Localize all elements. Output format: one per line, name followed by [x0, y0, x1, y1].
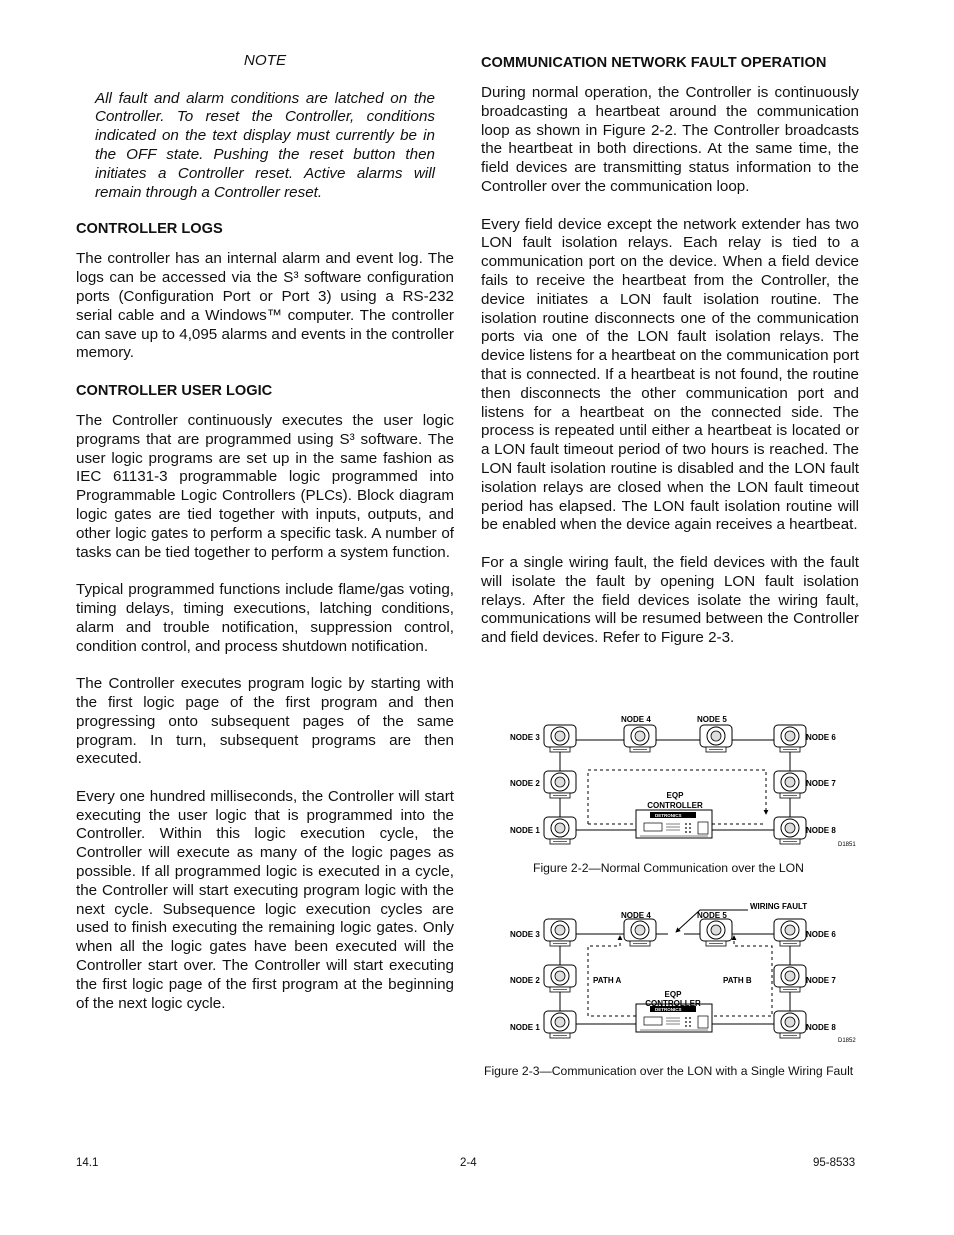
path-a-label: PATH A [593, 976, 622, 985]
figure-normal-communication [500, 710, 860, 852]
label-node-2: NODE 2 [510, 779, 540, 788]
node-8-detector-icon [774, 1011, 806, 1038]
figure-wiring-fault-communication [500, 898, 860, 1046]
user-logic-paragraph-2: Typical programmed functions include flame/gas voting, timing delays, timing executions, latching conditions, alarm and trouble notification, suppression control, condition control, and process shutdown notification. [76, 581, 454, 655]
label-node-6: NODE 6 [806, 930, 836, 939]
label-node-3: NODE 3 [510, 733, 540, 742]
node-6-detector-icon [774, 725, 806, 752]
node-5-detector-icon [700, 919, 732, 946]
node-5-detector-icon [700, 725, 732, 752]
node-8-detector-icon [774, 817, 806, 844]
node-2-detector-icon [544, 771, 576, 798]
network-fault-paragraph-1: During normal operation, the Controller is continuously broadcasting a heartbeat around the communication loop as shown in Figure 2-2. The Controller broadcasts the heartbeat in both directions. At the same time, the field devices are transmitting status information to the Controller over the communication loop. [481, 84, 859, 195]
node-7-detector-icon [774, 965, 806, 992]
node-1-detector-icon [544, 817, 576, 844]
controller-label-controller: CONTROLLER [647, 801, 703, 810]
label-node-4: NODE 4 [621, 911, 651, 920]
label-node-5: NODE 5 [697, 715, 727, 724]
controller-logs-text: The controller has an internal alarm and event log. The logs can be accessed via the S³ software configuration ports (Configuration Port or Port 3) using a RS-232 serial cable and a Windows™ computer. The controller can save up to 4,095 alarms and events in the controller memory. [76, 250, 454, 362]
label-node-1: NODE 1 [510, 1023, 540, 1032]
footer-document-number: 95-8533 [813, 1157, 856, 1169]
figure-2-3-caption: Figure 2-3—Communication over the LON with a Single Wiring Fault [484, 1064, 854, 1078]
label-node-5: NODE 5 [697, 911, 727, 920]
note-title: NOTE [243, 52, 287, 69]
label-node-8: NODE 8 [806, 826, 836, 835]
controller-label-eqp: EQP [664, 990, 682, 999]
controller-label-eqp: EQP [666, 791, 684, 800]
label-node-4: NODE 4 [621, 715, 651, 724]
footer-page-number: 2-4 [460, 1157, 477, 1169]
label-node-7: NODE 7 [806, 976, 836, 985]
left-column [76, 52, 454, 1032]
network-fault-heading: COMMUNICATION NETWORK FAULT OPERATION [481, 55, 827, 71]
user-logic-paragraph-4: Every one hundred milliseconds, the Controller will start executing the user logic that is programmed into the Controller. Within this logic execution cycle, the Controller will execute as many of the logic pages as possible. If all programmed logic is executed in a cycle, the Controller will start executing program logic with the next cycle. Subsequence logic execution cycles are used to finish executing the remaining logic gates. Only when all the logic gates have been executed will the Controller start over. The Controller will start executing the first logic page of the first program at the beginning of the next logic cycle. [76, 787, 454, 1012]
path-b-label: PATH B [723, 976, 752, 985]
note-body: All fault and alarm conditions are latched on the Controller. To reset the Controller, conditions indicated on the text display must currently be in the OFF state. Pushing the reset button then initiates a Controller reset. Active alarms will remain through a Controller reset. [95, 89, 435, 201]
node-4-detector-icon [624, 725, 656, 752]
label-node-2: NODE 2 [510, 976, 540, 985]
drawing-id: D1852 [838, 1038, 856, 1044]
node-1-detector-icon [544, 1011, 576, 1038]
node-4-detector-icon [624, 919, 656, 946]
drawing-id: D1851 [838, 842, 856, 848]
network-fault-paragraph-3: For a single wiring fault, the field devices with the fault will isolate the fault by opening LON fault isolation relays. After the field devices isolate the wiring fault, communications will be resumed between the Controller and field devices. Refer to Figure 2-3. [481, 553, 859, 647]
controller-brand: DETRONICS [655, 813, 682, 818]
controller-label-controller: CONTROLLER [645, 999, 701, 1008]
right-column [481, 52, 859, 667]
figure-2-2-caption: Figure 2-2—Normal Communication over the LON [533, 861, 804, 875]
footer-revision: 14.1 [76, 1157, 99, 1169]
controller-brand: DETRONICS [655, 1007, 682, 1012]
label-node-7: NODE 7 [806, 779, 836, 788]
user-logic-paragraph-3: The Controller executes program logic by starting with the first logic page of the first program and then progressing onto subsequent pages of the same program. In turn, subsequent programs are then executed. [76, 675, 454, 768]
label-node-6: NODE 6 [806, 733, 836, 742]
node-6-detector-icon [774, 919, 806, 946]
node-3-detector-icon [544, 919, 576, 946]
controller-user-logic-heading: CONTROLLER USER LOGIC [76, 382, 273, 399]
node-7-detector-icon [774, 771, 806, 798]
user-logic-paragraph-1: The Controller continuously executes the user logic programs that are programmed using S³ software. The user logic programs are set up in the same fashion as IEC 61131-3 programmable logic programmed into Programmable Logic Controllers (PLCs). Block diagram logic gates are tied together with inputs, outputs, and other logic gates to perform a specific task. A number of tasks can be tied together to perform a system function. [76, 411, 454, 561]
label-node-3: NODE 3 [510, 930, 540, 939]
label-node-1: NODE 1 [510, 826, 540, 835]
wiring-fault-label: WIRING FAULT [750, 902, 808, 911]
node-2-detector-icon [544, 965, 576, 992]
network-fault-paragraph-2: Every field device except the network extender has two LON fault isolation relays. Each relay is tied to a communication port on the device. When a field device fails to receive the heartbeat from the Controller, the device initiates a LON fault isolation routine. The isolation routine disconnects one of the communication ports via one of the LON fault isolation relays. The device listens for a heartbeat on the communication port that is connected. If a heartbeat is not found, the routine then disconnects the other communication port and listens for a heartbeat on the connected side. The process is repeated until either a heartbeat is located or a LON fault timeout period of two hours is reached. The LON fault isolation routine is disabled and the LON fault isolation relays are closed when the LON fault timeout period has elapsed. The LON fault isolation routine will be enabled when the device again receives a heartbeat. [481, 215, 859, 534]
controller-logs-heading: CONTROLLER LOGS [76, 221, 223, 238]
node-3-detector-icon [544, 725, 576, 752]
label-node-8: NODE 8 [806, 1023, 836, 1032]
